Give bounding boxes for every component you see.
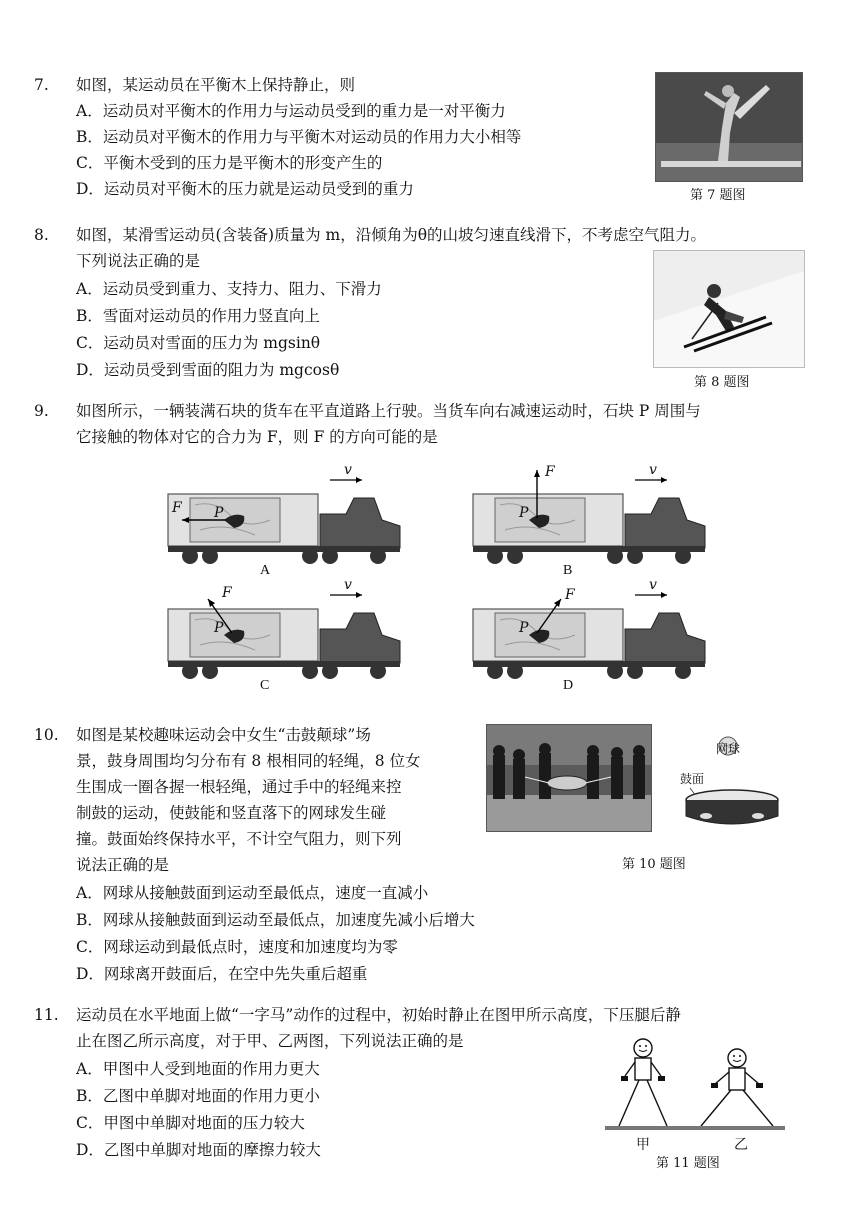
q11-yi-label: 乙	[734, 1137, 748, 1153]
q10-option-b: B．网球从接触鼓面到运动至最低点，加速度先减小后增大	[76, 911, 475, 929]
q10-stem-line5: 撞。鼓面始终保持水平，不计空气阻力，则下列	[76, 830, 402, 848]
q11-option-d: D．乙图中单脚对地面的摩擦力较大	[76, 1141, 321, 1159]
q9-number: 9.	[34, 402, 49, 420]
q9-d-label: D	[563, 678, 574, 693]
q9-truck-c	[160, 575, 410, 700]
q8-stem-line2: 下列说法正确的是	[76, 252, 201, 270]
q11-stem-line1: 运动员在水平地面上做“一字马”动作的过程中，初始时静止在图甲所示高度，下压腿后静	[76, 1006, 681, 1024]
q11-split-figures	[605, 1036, 785, 1136]
q9-b-stone-label: P	[519, 505, 529, 521]
q11-number: 11.	[34, 1006, 59, 1024]
q10-stem-line1: 如图是某校趣味运动会中女生“击鼓颠球”场	[76, 726, 371, 744]
q10-option-c: C．网球运动到最低点时，速度和加速度均为零	[76, 938, 398, 956]
q7-caption: 第 7 题图	[690, 188, 746, 203]
q9-d-velocity-label: v	[649, 577, 657, 593]
q10-number: 10.	[34, 726, 59, 744]
q11-jia-label: 甲	[636, 1137, 650, 1153]
q9-b-force-label: F	[545, 464, 555, 480]
q8-number: 8.	[34, 226, 49, 244]
q9-b-velocity-label: v	[649, 462, 657, 478]
q9-c-stone-label: P	[214, 620, 224, 636]
q7-stem: 如图，某运动员在平衡木上保持静止，则	[76, 76, 356, 94]
q9-c-label: C	[260, 678, 270, 693]
q7-option-d: D．运动员对平衡木的压力就是运动员受到的重力	[76, 180, 414, 198]
q11-option-c: C．甲图中单脚对地面的压力较大	[76, 1114, 305, 1132]
q10-drum-label: 鼓面	[680, 772, 705, 786]
q9-d-force-label: F	[565, 587, 575, 603]
q7-number: 7.	[34, 76, 49, 94]
q9-a-force-label: F	[172, 500, 182, 516]
q9-truck-d	[465, 575, 715, 700]
q7-balance-beam-photo	[655, 72, 803, 182]
q8-option-b: B．雪面对运动员的作用力竖直向上	[76, 307, 320, 325]
q11-option-b: B．乙图中单脚对地面的作用力更小	[76, 1087, 320, 1105]
q9-d-stone-label: P	[519, 620, 529, 636]
q11-caption: 第 11 题图	[656, 1156, 720, 1171]
q8-option-c: C．运动员对雪面的压力为 mgsinθ	[76, 334, 321, 352]
q9-stem-line1: 如图所示，一辆装满石块的货车在平直道路上行驶。当货车向右减速运动时，石块 P 周围与	[76, 402, 701, 420]
q8-option-a: A．运动员受到重力、支持力、阻力、下滑力	[76, 280, 382, 298]
q10-stem-line4: 制鼓的运动，使鼓能和竖直落下的网球发生碰	[76, 804, 387, 822]
q7-option-c: C．平衡木受到的压力是平衡木的形变产生的	[76, 154, 383, 172]
q10-stem-line2: 景，鼓身周围均匀分布有 8 根相同的轻绳，8 位女	[76, 752, 421, 770]
q9-c-force-label: F	[222, 585, 232, 601]
q11-stem-line2: 止在图乙所示高度，对于甲、乙两图，下列说法正确的是	[76, 1032, 464, 1050]
q9-c-velocity-label: v	[344, 577, 352, 593]
q10-option-d: D．网球离开鼓面后，在空中先失重后超重	[76, 965, 368, 983]
q8-skier-photo	[653, 250, 805, 368]
q9-truck-b	[465, 460, 715, 585]
q9-a-velocity-label: v	[344, 462, 352, 478]
q8-option-d: D．运动员受到雪面的阻力为 mgcosθ	[76, 361, 340, 379]
q8-caption: 第 8 题图	[694, 375, 750, 390]
q7-option-a: A．运动员对平衡木的作用力与运动员受到的重力是一对平衡力	[76, 102, 506, 120]
q8-stem-line1: 如图，某滑雪运动员(含装备)质量为 m，沿倾角为θ的山坡匀速直线滑下，不考虑空气阻力。	[76, 226, 707, 244]
q10-stem-line6: 说法正确的是	[76, 856, 170, 874]
q10-option-a: A．网球从接触鼓面到运动至最低点，速度一直减小	[76, 884, 429, 902]
q9-b-label: B	[563, 563, 573, 578]
q9-truck-a	[160, 460, 410, 585]
q9-stem-line2: 它接触的物体对它的合力为 F，则 F 的方向可能的是	[76, 428, 438, 446]
q10-stem-line3: 生围成一圈各握一根轻绳，通过手中的轻绳来控	[76, 778, 402, 796]
q11-option-a: A．甲图中人受到地面的作用力更大	[76, 1060, 320, 1078]
q7-option-b: B．运动员对平衡木的作用力与平衡木对运动员的作用力大小相等	[76, 128, 522, 146]
q10-drum-game-photo	[486, 724, 652, 832]
q10-ball-label: 网球	[716, 742, 741, 756]
q9-a-stone-label: P	[214, 505, 224, 521]
q10-caption: 第 10 题图	[622, 857, 686, 872]
q9-a-label: A	[260, 563, 271, 578]
